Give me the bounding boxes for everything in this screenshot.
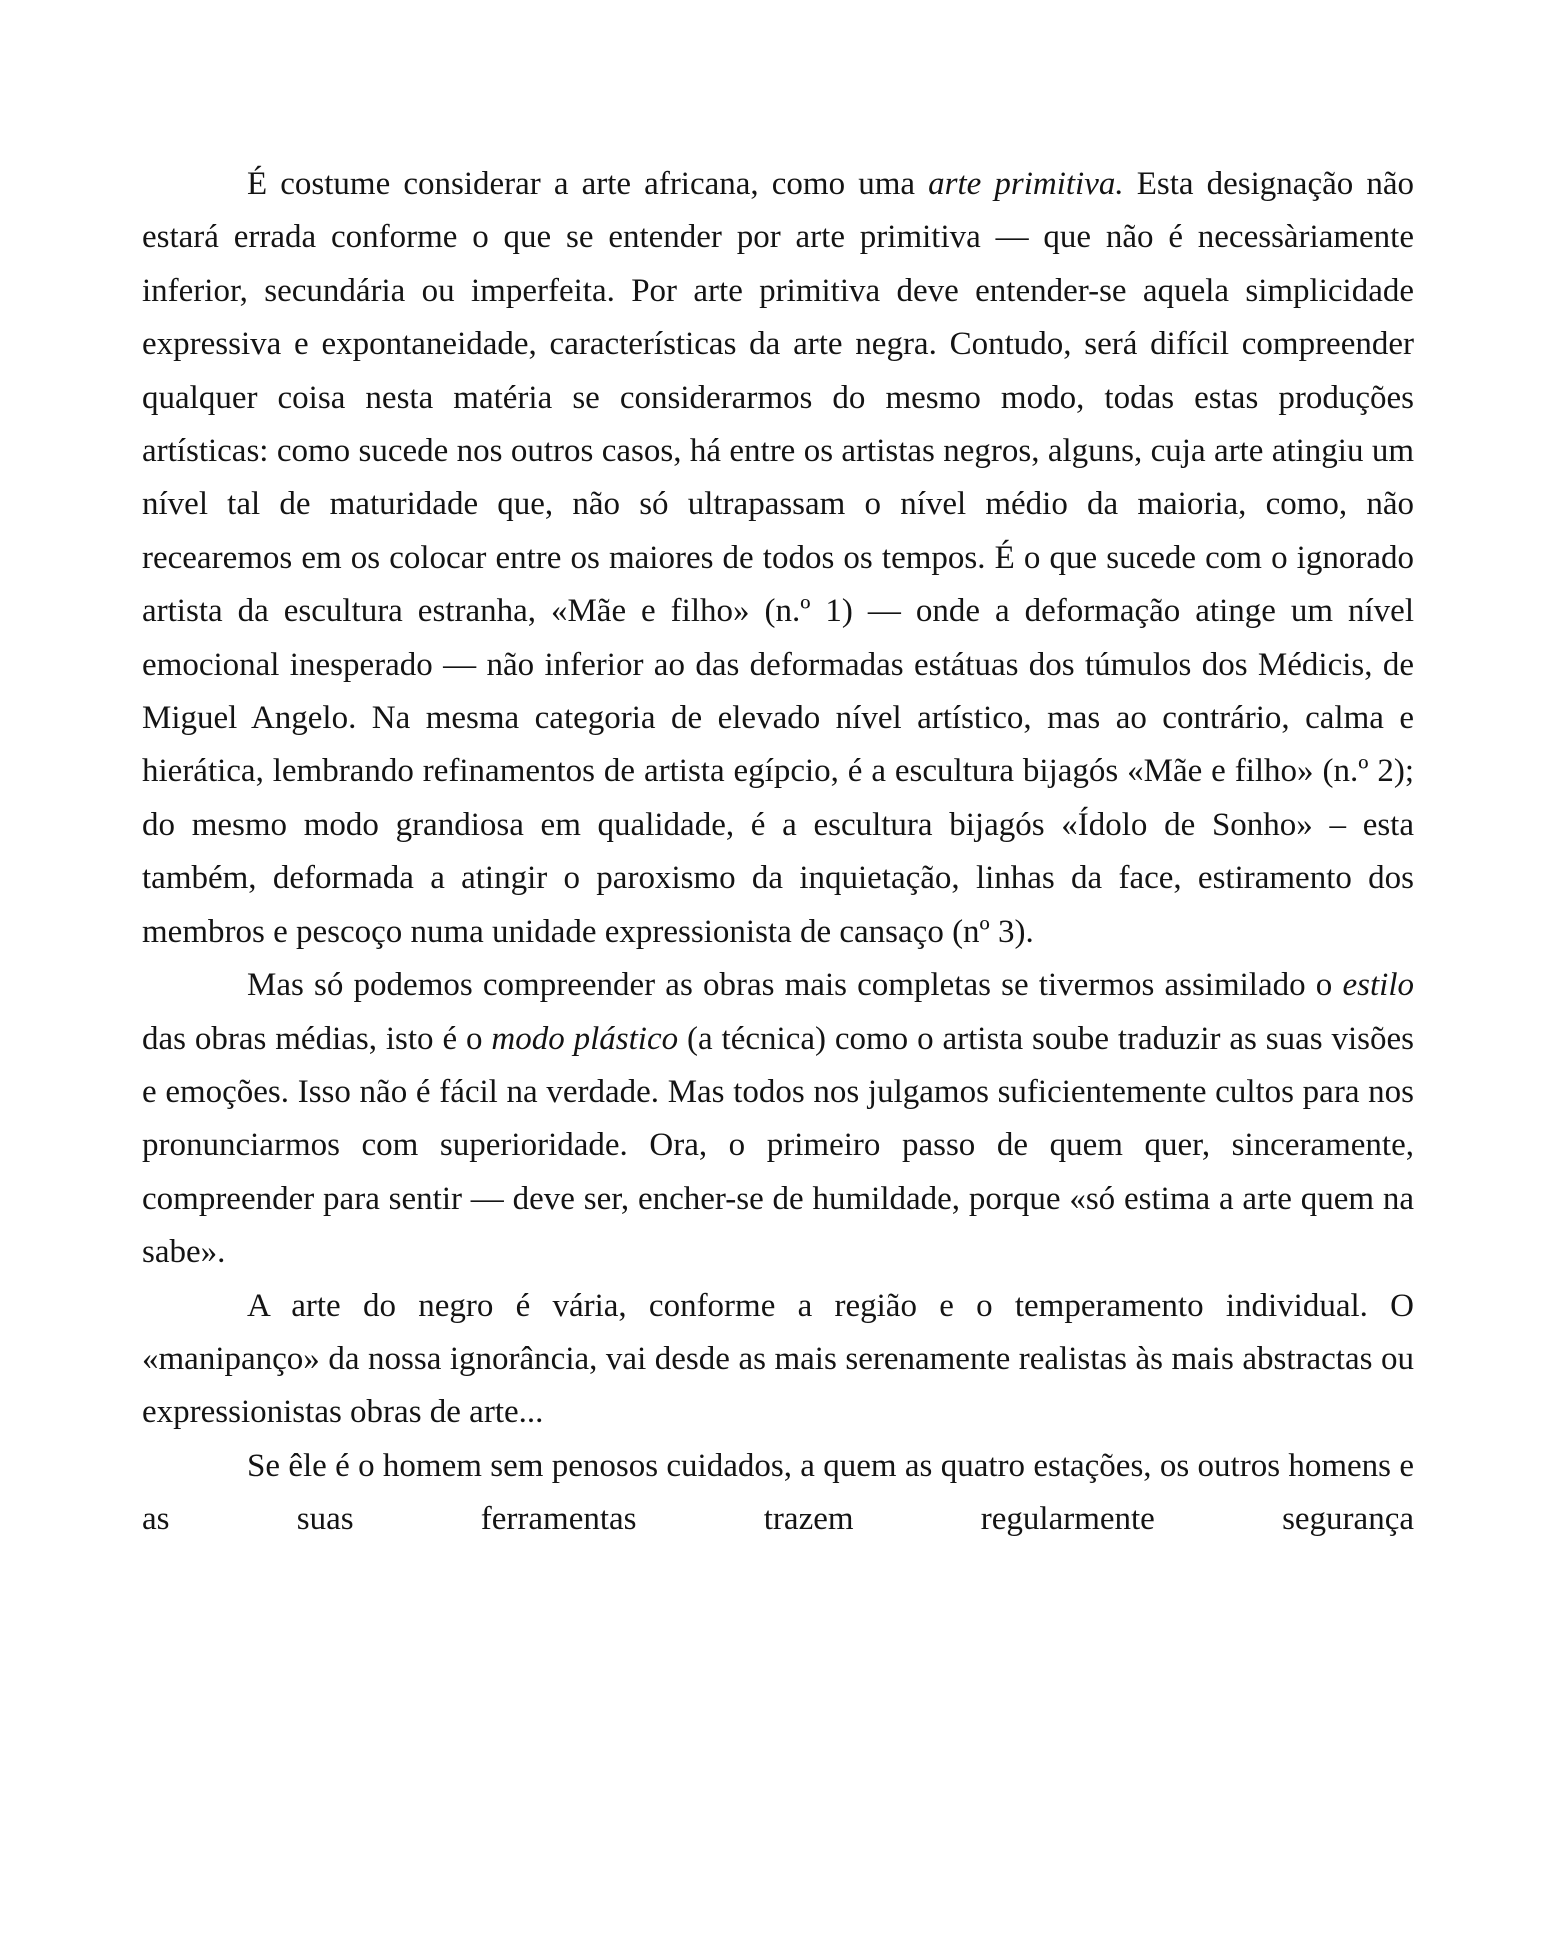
text-run: Esta designação não estará errada conforme o que se entender por arte primitiva — que não é necessàriamente inferior, secundária ou imperfeita. Por arte primitiva deve entender-se aquela simplicidade expressiva e expontaneidade, características da arte negra. Contudo, será difícil compreender qualquer coisa nesta matéria se considerarmos do mesmo modo, todas estas produções artísticas: como sucede nos outros casos, há entre os artistas negros, alguns, cuja arte atingiu um nível tal de maturidade que, não só ultrapassam o nível médio da maioria, como, não recearemos em os colocar entre os maiores de todos os tempos. É o que sucede com o ignorado artista da escultura estranha, «Mãe e filho» (n.º 1) — onde a deformação atinge um nível emocional inesperado — não inferior ao das deformadas estátuas dos túmulos dos Médicis, de Miguel Angelo. Na mesma categoria de elevado nível artístico, mas ao contrário, calma e hierática, lembrando refinamentos de artista egípcio, é a escultura bijagós «Mãe e filho» (n.º 2); do mesmo modo grandiosa em qualidade, é a escultura bijagós «Ídolo de Sonho» – esta também, deformada a atingir o paroxismo da inquietação, linhas da face, estiramento dos membros e pescoço numa unidade expressionista de cansaço (nº 3). — [142, 166, 1414, 950]
book-page — [142, 158, 1414, 1547]
text-run: (a técnica) como o artista soube traduzir as suas visões e emoções. Isso não é fácil na verdade. Mas todos nos julgamos suficientemente cultos para nos pronunciarmos com superioridade. Ora, o primeiro passo de quem quer, sinceramente, compreender para sentir — deve ser, encher-se de humildade, porque «só estima a arte quem na sabe». — [142, 1020, 1414, 1271]
paragraph-2 — [142, 959, 1414, 1279]
italic-run: arte primitiva. — [928, 166, 1124, 202]
paragraph-3 — [142, 1280, 1414, 1440]
italic-run: modo plástico — [491, 1020, 679, 1057]
text-run: Mas só podemos compreender as obras mais completas se tivermos assimilado o — [247, 967, 1343, 1004]
text-run: das obras médias, isto é o — [142, 1020, 492, 1057]
paragraph-1 — [142, 158, 1414, 959]
italic-run: estilo — [1342, 967, 1414, 1004]
text-run: É costume considerar a arte africana, como uma — [247, 166, 929, 202]
text-run: A arte do negro é vária, conforme a região e o temperamento individual. O «manipanço» da nossa ignorância, vai desde as mais serenamente realistas às mais abstractas ou expressionistas obras de arte... — [142, 1287, 1414, 1431]
text-run: Se êle é o homem sem penosos cuidados, a quem as quatro estações, os outros homens e as suas ferramentas trazem regularmente segurança — [142, 1447, 1414, 1538]
paragraph-4 — [142, 1440, 1414, 1547]
